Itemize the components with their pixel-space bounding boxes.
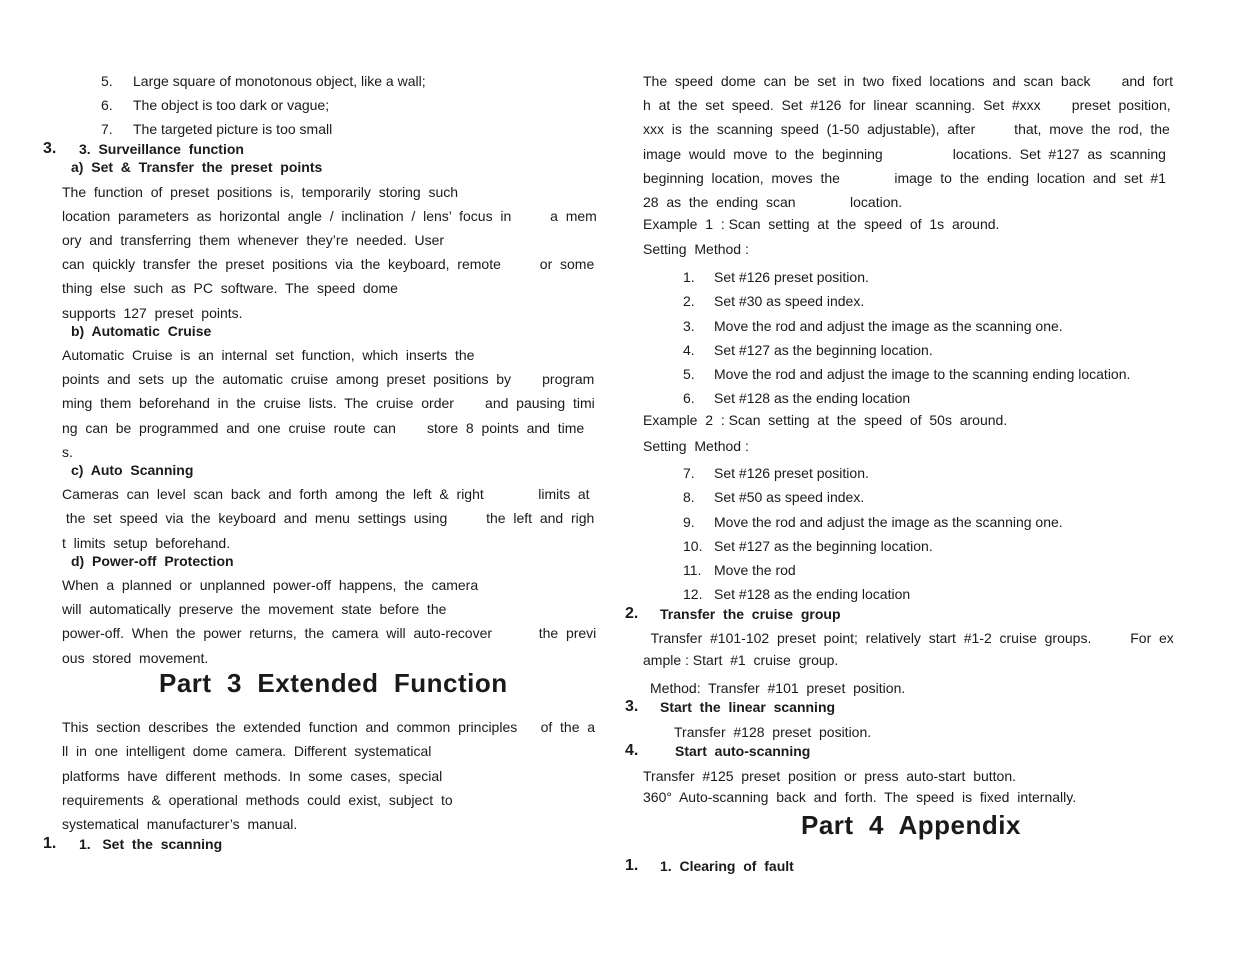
section-heading: Start the linear scanning [660,699,836,715]
step-text: Set #50 as speed index. [714,489,865,505]
section-number: 3. [625,698,639,715]
subsection-heading: a) Set & Transfer the preset points [71,159,323,175]
paragraph-line: When a planned or unplanned power-off happens, the camera [62,577,479,593]
paragraph-line: power-off. When the power returns, the camera will auto-recover the previ [62,625,597,641]
paragraph-line: supports 127 preset points. [62,305,243,321]
cause-number: 7. [101,121,113,137]
paragraph-line: can quickly transfer the preset positions via the keyboard, remote or some [62,256,595,272]
paragraph-line: ng can be programmed and one cruise route can store 8 points and time [62,420,585,436]
section-number: 1. [43,835,57,852]
paragraph-line: systematical manufacturer’s manual. [62,816,298,832]
subsection-heading: b) Automatic Cruise [71,323,212,339]
step-text: Set #126 preset position. [714,269,869,285]
section-number: 3. [43,140,57,157]
paragraph-line: xxx is the scanning speed (1-50 adjustable), after that, move the rod, the [643,121,1170,137]
paragraph-line: will automatically preserve the movement state before the [62,601,447,617]
paragraph-line: s. [62,444,73,460]
paragraph-line: the set speed via the keyboard and menu settings using the left and righ [62,510,595,526]
step-number: 10. [683,538,703,554]
method-line: Method: Transfer #101 preset position. [650,680,906,696]
paragraph-line: 28 as the ending scan location. [643,194,903,210]
cause-text: Large square of monotonous object, like a wall; [133,73,426,89]
section-heading: 3. Surveillance function [79,141,244,157]
step-number: 12. [683,586,703,602]
cause-number: 6. [101,97,113,113]
step-text: Move the rod and adjust the image as the scanning one. [714,514,1063,530]
step-text: Set #126 preset position. [714,465,869,481]
subsection-heading: c) Auto Scanning [71,462,194,478]
section-number: 4. [625,742,639,759]
paragraph-line: points and sets up the automatic cruise among preset positions by program [62,371,595,387]
cause-text: The object is too dark or vague; [133,97,330,113]
paragraph-line: ming them beforehand in the cruise lists. The cruise order and pausing timi [62,395,595,411]
section-number: 1. [625,857,639,874]
paragraph-line: Transfer #125 preset position or press auto-start button. [643,768,1017,784]
paragraph-line: Cameras can level scan back and forth among the left & right limits at [62,486,590,502]
step-number: 3. [683,318,695,334]
paragraph-line: ory and transferring them whenever they’re needed. User [62,232,445,248]
step-number: 4. [683,342,695,358]
paragraph-line: location parameters as horizontal angle / inclination / lens’ focus in a mem [62,208,597,224]
step-text: Set #127 as the beginning location. [714,342,933,358]
paragraph-line: ll in one intelligent dome camera. Different systematical [62,743,432,759]
method-label: Setting Method : [643,438,749,454]
step-text: Set #128 as the ending location [714,390,911,406]
example-title: Example 2 : Scan setting at the speed of 50s around. [643,412,1008,428]
paragraph-line: beginning location, moves the image to the ending location and set #1 [643,170,1166,186]
paragraph-line: The speed dome can be set in two fixed locations and scan back and fort [643,73,1173,89]
section-heading: Transfer the cruise group [660,606,841,622]
step-number: 6. [683,390,695,406]
paragraph-line: t limits setup beforehand. [62,535,231,551]
step-text: Set #128 as the ending location [714,586,911,602]
section-heading: Start auto-scanning [675,743,811,759]
paragraph-line: image would move to the beginning locations. Set #127 as scanning [643,146,1166,162]
section-heading: 1. Clearing of fault [660,858,794,874]
cause-text: The targeted picture is too small [133,121,333,137]
step-number: 1. [683,269,695,285]
paragraph-line: ous stored movement. [62,650,209,666]
section-number: 2. [625,605,639,622]
step-number: 5. [683,366,695,382]
paragraph-line: 360° Auto-scanning back and forth. The speed is fixed internally. [643,789,1077,805]
paragraph-line: Transfer #101-102 preset point; relatively start #1-2 cruise groups. For ex [647,630,1174,646]
step-text: Move the rod and adjust the image as the scanning one. [714,318,1063,334]
paragraph-line: Transfer #128 preset position. [674,724,872,740]
section-heading: 1. Set the scanning [79,836,223,852]
paragraph-line: requirements & operational methods could exist, subject to [62,792,453,808]
step-number: 2. [683,293,695,309]
step-text: Move the rod and adjust the image to the scanning ending location. [714,366,1131,382]
part-title: Part 3 Extended Function [159,668,508,698]
paragraph-line: Automatic Cruise is an internal set function, which inserts the [62,347,475,363]
paragraph-line: The function of preset positions is, temporarily storing such [62,184,459,200]
part-title: Part 4 Appendix [801,810,1021,840]
paragraph-line: h at the set speed. Set #126 for linear scanning. Set #xxx preset position, [643,97,1171,113]
example-title: Example 1 : Scan setting at the speed of 1s around. [643,216,1000,232]
step-text: Set #30 as speed index. [714,293,865,309]
paragraph-line: ample : Start #1 cruise group. [643,652,839,668]
step-number: 8. [683,489,695,505]
paragraph-line: thing else such as PC software. The speed dome [62,280,398,296]
step-number: 9. [683,514,695,530]
step-text: Set #127 as the beginning location. [714,538,933,554]
method-label: Setting Method : [643,241,749,257]
step-number: 11. [683,562,702,578]
step-text: Move the rod [714,562,796,578]
subsection-heading: d) Power-off Protection [71,553,234,569]
step-number: 7. [683,465,695,481]
paragraph-line: This section describes the extended function and common principles of the a [62,719,596,735]
paragraph-line: platforms have different methods. In some cases, special [62,768,443,784]
cause-number: 5. [101,73,113,89]
